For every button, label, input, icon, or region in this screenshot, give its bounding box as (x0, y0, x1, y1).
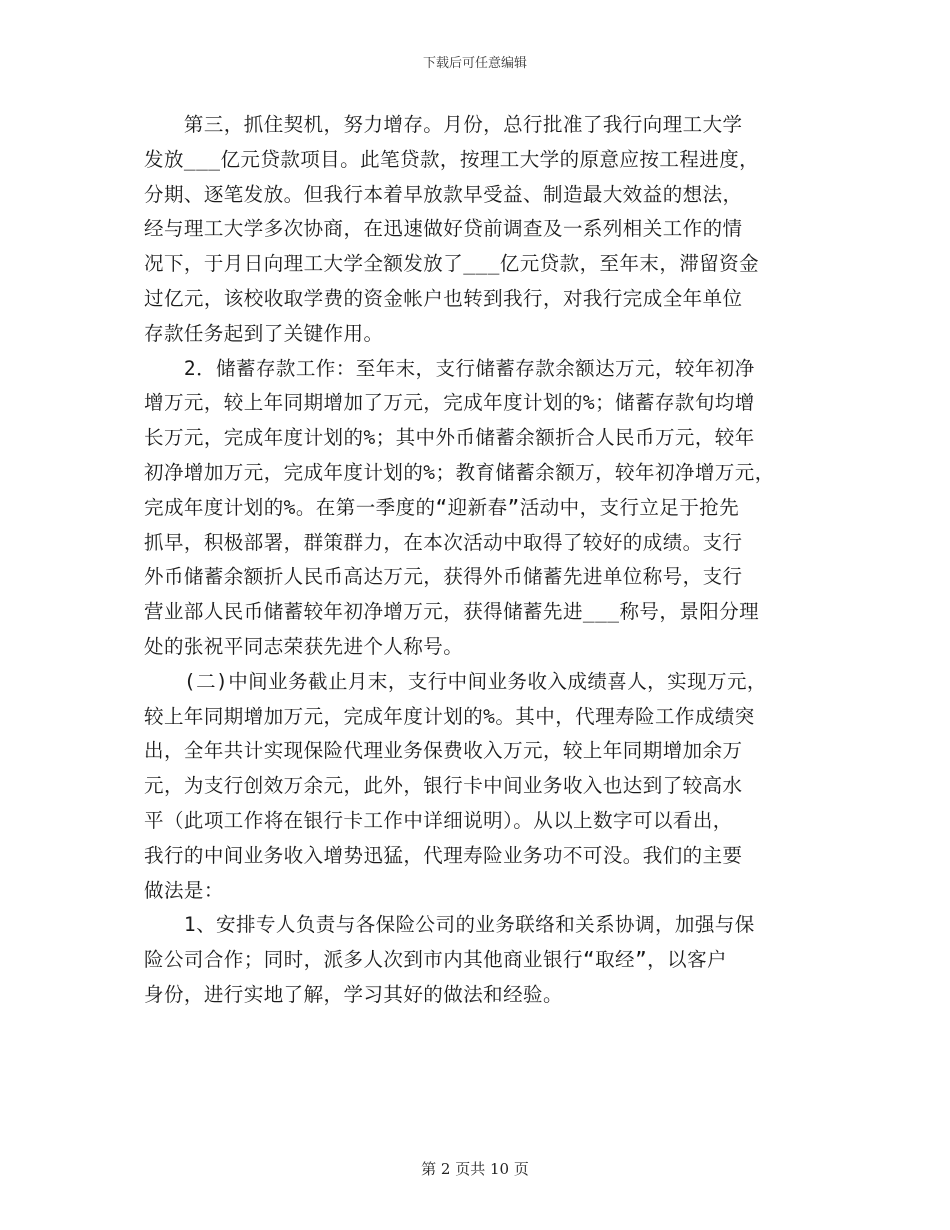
text-line: 过亿元，该校收取学费的资金帐户也转到我行，对我行完成全年单位 (144, 286, 743, 310)
text-line: 完成年度计划的%。在第一季度的“迎新春”活动中，支行立足于抢先 (144, 495, 740, 519)
text-line: 平（此项工作将在银行卡工作中详细说明）。从以上数字可以看出， (144, 808, 733, 832)
text-line: 元，为支行创效万余元，此外，银行卡中间业务收入也达到了较高水 (144, 774, 743, 798)
page-number: 第 2 页共 10 页 (421, 1160, 529, 1178)
text-line: 较上年同期增加万元，完成年度计划的%。其中，代理寿险工作成绩突 (144, 704, 755, 728)
header-note: 下载后可任意编辑 (422, 56, 527, 71)
text-line: 1、安排专人负责与各保险公司的业务联络和关系协调，加强与保 (144, 913, 755, 937)
text-line: 做法是： (144, 878, 224, 902)
text-line: 况下，于月日向理工大学全额发放了___亿元贷款，至年末，滞留资金 (144, 252, 760, 276)
text-line: 抓早，积极部署，群策群力，在本次活动中取得了较好的成绩。支行 (144, 530, 743, 554)
text-line: 第三，抓住契机，努力增存。月份，总行批准了我行向理工大学 (144, 113, 743, 136)
text-line: 身份，进行实地了解，学习其好的做法和经验。 (144, 982, 563, 1006)
text-line: (二)中间业务截止月末，支行中间业务收入成绩喜人，实现万元， (144, 669, 767, 693)
text-line: 2．储蓄存款工作：至年末，支行储蓄存款余额达万元，较年初净 (144, 356, 755, 380)
text-line: 险公司合作；同时，派多人次到市内其他商业银行“取经”，以客户 (144, 948, 727, 972)
text-line: 发放___亿元贷款项目。此笔贷款，按理工大学的原意应按工程进度， (144, 147, 760, 171)
text-line: 外币储蓄余额折人民币高达万元，获得外币储蓄先进单位称号，支行 (144, 565, 743, 589)
text-line: 存款任务起到了关键作用。 (144, 321, 384, 345)
text-line: 增万元，较上年同期增加了万元，完成年度计划的%；储蓄存款旬均增 (144, 391, 755, 415)
text-line: 初净增加万元，完成年度计划的%；教育储蓄余额万，较年初净增万元， (144, 460, 775, 484)
text-line: 经与理工大学多次协商，在迅速做好贷前调查及一系列相关工作的情 (144, 217, 743, 241)
text-line: 处的张祝平同志荣获先进个人称号。 (144, 634, 464, 658)
text-line: 营业部人民币储蓄较年初净增万元，获得储蓄先进___称号，景阳分理 (144, 600, 760, 624)
text-line: 长万元，完成年度计划的%；其中外币储蓄余额折合人民币万元，较年 (144, 426, 755, 450)
body-text (144, 108, 812, 1013)
text-line: 出，全年共计实现保险代理业务保费收入万元，较上年同期增加余万 (144, 739, 743, 763)
text-line: 我行的中间业务收入增势迅猛，代理寿险业务功不可没。我们的主要 (144, 843, 743, 867)
text-line: 分期、逐笔发放。但我行本着早放款早受益、制造最大效益的想法， (144, 182, 743, 206)
